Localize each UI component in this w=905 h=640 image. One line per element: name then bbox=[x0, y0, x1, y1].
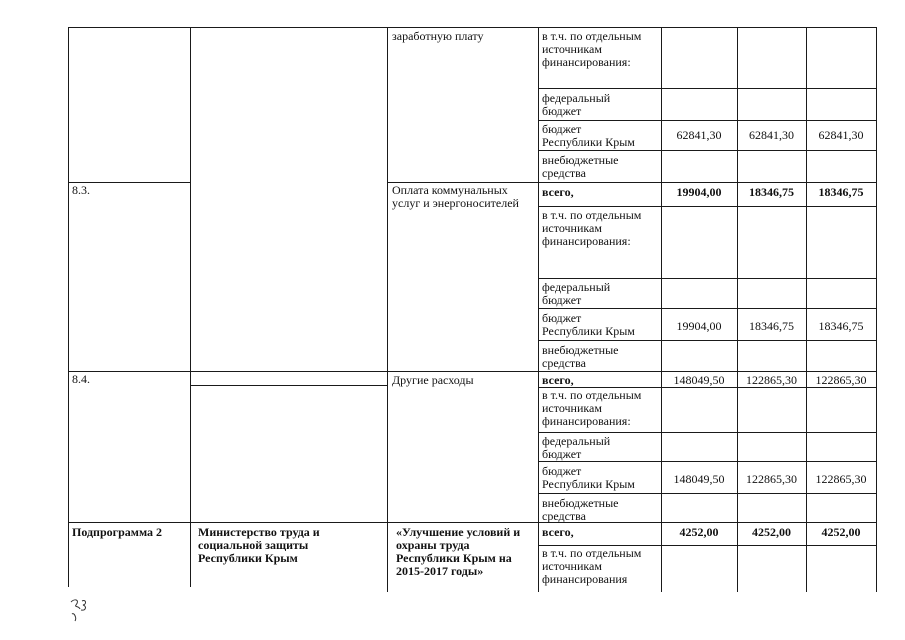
subprogram-name: «Улучшение условий и охраны труда Республики Крым на 2015-2017 годы» bbox=[396, 525, 521, 578]
row-line bbox=[538, 432, 876, 433]
value-cell: 122865,30 bbox=[815, 472, 867, 486]
sub-label-rk: бюджет Республики Крым bbox=[542, 311, 635, 338]
row-line bbox=[190, 385, 387, 386]
row-line bbox=[538, 120, 876, 121]
total-value: 4252,00 bbox=[821, 525, 861, 539]
item-name: Оплата коммунальных услуг и энергоносителей bbox=[392, 183, 519, 210]
total-label: всего, bbox=[542, 185, 574, 199]
col-line bbox=[387, 27, 388, 592]
value-cell: 18346,75 bbox=[818, 319, 864, 333]
row-line bbox=[538, 493, 876, 494]
col-line bbox=[538, 27, 539, 592]
col-line bbox=[876, 27, 877, 592]
sub-label-fed: федеральный бюджет bbox=[542, 280, 611, 307]
total-value: 19904,00 bbox=[676, 185, 722, 199]
sub-label-vtch: в т.ч. по отдельным источникам финансирования: bbox=[542, 388, 642, 428]
total-value: 4252,00 bbox=[679, 525, 719, 539]
handwritten-page-mark bbox=[68, 596, 90, 622]
sub-label-fed: федеральный бюджет bbox=[542, 434, 611, 461]
sub-label-vtch: в т.ч. по отдельным источникам финансирования: bbox=[542, 29, 642, 69]
sub-label-vtch: в т.ч. по отдельным источникам финансирования bbox=[542, 546, 642, 586]
subprogram-label: Подпрограмма 2 bbox=[72, 525, 163, 539]
row-line bbox=[538, 461, 876, 462]
sub-label-vtch: в т.ч. по отдельным источникам финансирования: bbox=[542, 208, 642, 248]
value-cell: 148049,50 bbox=[673, 472, 725, 486]
col-line bbox=[68, 27, 69, 587]
sub-label-fed: федеральный бюджет bbox=[542, 91, 611, 118]
col-line bbox=[737, 27, 738, 592]
total-value: 18346,75 bbox=[749, 185, 794, 199]
item-name: Другие расходы bbox=[392, 373, 474, 387]
total-label: всего, bbox=[542, 525, 574, 539]
sub-label-vne: внебюджетные средства bbox=[542, 153, 619, 180]
value-cell: 19904,00 bbox=[676, 319, 722, 333]
total-value: 4252,00 bbox=[752, 525, 791, 539]
row-line bbox=[538, 88, 876, 89]
row-line bbox=[538, 340, 876, 341]
item-number: 8.3. bbox=[72, 183, 90, 197]
row-line bbox=[538, 308, 876, 309]
row-line bbox=[538, 150, 876, 151]
sub-label-rk: бюджет Республики Крым bbox=[542, 122, 635, 149]
total-value: 122865,30 bbox=[815, 373, 867, 387]
value-cell: 62841,30 bbox=[818, 128, 864, 142]
col-line bbox=[190, 27, 191, 587]
item-name: заработную плату bbox=[392, 29, 484, 43]
total-value: 122865,30 bbox=[746, 373, 797, 387]
total-label: всего, bbox=[542, 373, 574, 387]
sub-label-vne: внебюджетные средства bbox=[542, 496, 619, 523]
value-cell: 62841,30 bbox=[676, 128, 722, 142]
col-line bbox=[806, 27, 807, 592]
value-cell: 18346,75 bbox=[749, 319, 794, 333]
value-cell: 122865,30 bbox=[746, 472, 797, 486]
value-cell: 62841,30 bbox=[749, 128, 794, 142]
col-line bbox=[661, 27, 662, 592]
subprogram-executor: Министерство труда и социальной защиты Республики Крым bbox=[198, 525, 320, 565]
sub-label-vne: внебюджетные средства bbox=[542, 343, 619, 370]
row-line bbox=[538, 278, 876, 279]
row-line bbox=[538, 206, 876, 207]
sub-label-rk: бюджет Республики Крым bbox=[542, 464, 635, 491]
item-number: 8.4. bbox=[72, 372, 90, 386]
total-value: 18346,75 bbox=[818, 185, 864, 199]
total-value: 148049,50 bbox=[673, 373, 725, 387]
